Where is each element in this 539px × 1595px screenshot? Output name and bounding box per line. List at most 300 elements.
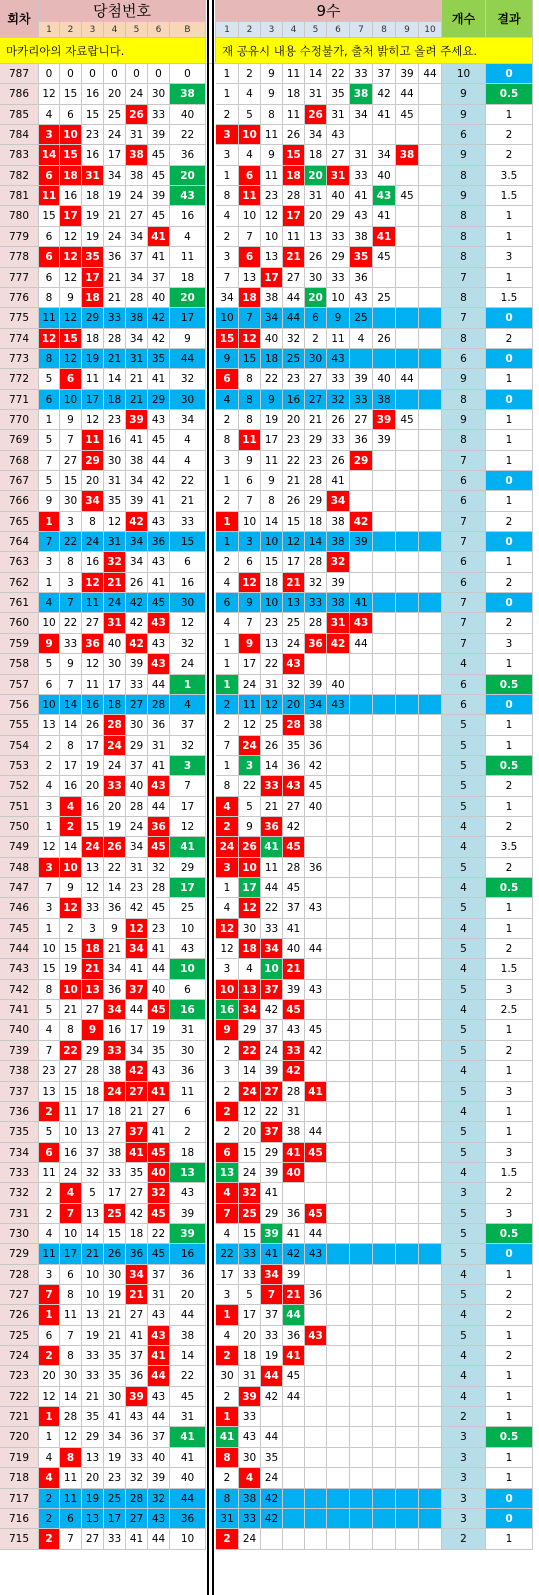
selected-number: 43 bbox=[305, 898, 327, 919]
bonus-number: 40 bbox=[170, 1468, 206, 1489]
selected-number: 3 bbox=[216, 247, 239, 268]
winning-number: 4 bbox=[39, 1020, 60, 1041]
result-value: 0.5 bbox=[486, 675, 533, 695]
selected-number: 1 bbox=[216, 471, 239, 491]
selected-number: 40 bbox=[305, 797, 327, 817]
winning-number: 11 bbox=[39, 308, 60, 329]
winning-number: 19 bbox=[82, 349, 104, 369]
winning-number: 36 bbox=[82, 634, 104, 654]
winning-number: 21 bbox=[104, 268, 126, 288]
count-value: 3 bbox=[442, 1448, 486, 1468]
selected-number bbox=[396, 1326, 419, 1346]
selected-number bbox=[283, 1489, 305, 1509]
selected-number: 18 bbox=[239, 939, 261, 959]
selected-number bbox=[419, 959, 442, 980]
count-value: 5 bbox=[442, 1285, 486, 1305]
selection-col-7: 7 bbox=[350, 22, 373, 38]
winning-number: 22 bbox=[60, 532, 82, 552]
winning-numbers-header: 당첨번호 bbox=[39, 0, 206, 22]
winning-number: 9 bbox=[60, 288, 82, 308]
count-value: 10 bbox=[442, 64, 486, 84]
winning-number: 38 bbox=[104, 1143, 126, 1163]
winning-number: 17 bbox=[82, 390, 104, 410]
selected-number: 33 bbox=[327, 268, 350, 288]
round-number: 756 bbox=[0, 695, 39, 715]
selected-number bbox=[396, 675, 419, 695]
round-number: 753 bbox=[0, 756, 39, 776]
winning-number: 8 bbox=[39, 980, 60, 1000]
selected-number: 41 bbox=[283, 1143, 305, 1163]
winning-number: 35 bbox=[148, 1041, 170, 1061]
winning-number: 23 bbox=[39, 1061, 60, 1082]
selected-number: 9 bbox=[239, 451, 261, 471]
winning-number: 44 bbox=[148, 1407, 170, 1427]
selected-number: 41 bbox=[261, 1244, 283, 1265]
result-value: 1 bbox=[486, 552, 533, 573]
count-value: 5 bbox=[442, 898, 486, 919]
selected-number: 17 bbox=[261, 430, 283, 451]
bonus-number: 10 bbox=[170, 919, 206, 939]
selection-col-2: 2 bbox=[239, 22, 261, 38]
winning-number: 21 bbox=[104, 288, 126, 308]
winning-number: 26 bbox=[126, 105, 148, 125]
count-value: 7 bbox=[442, 532, 486, 552]
bonus-number: 29 bbox=[170, 858, 206, 878]
selected-number bbox=[283, 1407, 305, 1427]
selected-number: 8 bbox=[239, 390, 261, 410]
winning-number: 2 bbox=[39, 1509, 60, 1529]
selected-number: 34 bbox=[305, 125, 327, 145]
bonus-number: 36 bbox=[170, 145, 206, 166]
winning-number: 24 bbox=[104, 756, 126, 776]
selected-number: 39 bbox=[261, 1163, 283, 1183]
selected-number: 19 bbox=[261, 410, 283, 430]
selected-number: 13 bbox=[261, 634, 283, 654]
round-number: 771 bbox=[0, 390, 39, 410]
selected-number: 21 bbox=[305, 410, 327, 430]
selected-number: 12 bbox=[216, 919, 239, 939]
winning-number: 2 bbox=[60, 817, 82, 837]
selected-number: 40 bbox=[261, 329, 283, 349]
selected-number bbox=[350, 1061, 373, 1082]
winning-number: 43 bbox=[148, 552, 170, 573]
selected-number: 44 bbox=[283, 288, 305, 308]
selected-number: 31 bbox=[305, 84, 327, 105]
winning-number: 41 bbox=[148, 491, 170, 512]
selected-number bbox=[327, 1346, 350, 1366]
selected-number bbox=[350, 1427, 373, 1448]
selected-number: 2 bbox=[216, 695, 239, 715]
bonus-number: 22 bbox=[170, 471, 206, 491]
selected-number: 43 bbox=[373, 186, 396, 206]
winning-number: 39 bbox=[126, 410, 148, 430]
selected-number: 42 bbox=[283, 1061, 305, 1082]
winning-number: 19 bbox=[60, 959, 82, 980]
selected-number: 44 bbox=[283, 1305, 305, 1326]
winning-number: 33 bbox=[82, 898, 104, 919]
winning-number: 42 bbox=[148, 308, 170, 329]
selected-number: 26 bbox=[327, 451, 350, 471]
result-value: 2 bbox=[486, 613, 533, 634]
selected-number bbox=[327, 837, 350, 858]
winning-number: 31 bbox=[126, 858, 148, 878]
selected-number: 15 bbox=[239, 1224, 261, 1244]
bonus-number: 21 bbox=[170, 491, 206, 512]
winning-number: 27 bbox=[126, 1305, 148, 1326]
count-value: 6 bbox=[442, 491, 486, 512]
selected-number bbox=[419, 451, 442, 471]
winning-number: 38 bbox=[104, 1061, 126, 1082]
round-number: 752 bbox=[0, 776, 39, 797]
bonus-number: 20 bbox=[170, 166, 206, 186]
selected-number bbox=[305, 1000, 327, 1020]
winning-number: 8 bbox=[60, 1448, 82, 1468]
count-value: 4 bbox=[442, 1000, 486, 1020]
selected-number bbox=[396, 1387, 419, 1407]
selected-number: 13 bbox=[305, 227, 327, 247]
winning-number: 44 bbox=[126, 1000, 148, 1020]
winning-number: 21 bbox=[104, 939, 126, 959]
selected-number bbox=[283, 1468, 305, 1489]
selected-number bbox=[419, 1163, 442, 1183]
winning-number: 27 bbox=[104, 1122, 126, 1143]
selected-number: 25 bbox=[261, 715, 283, 736]
winning-number: 39 bbox=[148, 125, 170, 145]
winning-number: 45 bbox=[148, 166, 170, 186]
selected-number bbox=[419, 186, 442, 206]
selected-number bbox=[396, 1407, 419, 1427]
winning-number: 44 bbox=[148, 797, 170, 817]
selected-number: 8 bbox=[239, 410, 261, 430]
selected-number: 44 bbox=[305, 1122, 327, 1143]
winning-number: 15 bbox=[60, 145, 82, 166]
result-value: 1 bbox=[486, 1122, 533, 1143]
winning-number: 7 bbox=[39, 1285, 60, 1305]
selected-number: 13 bbox=[239, 268, 261, 288]
winning-number: 33 bbox=[104, 1041, 126, 1061]
count-value: 2 bbox=[442, 1407, 486, 1427]
winning-number: 33 bbox=[82, 1346, 104, 1366]
count-value: 8 bbox=[442, 166, 486, 186]
selected-number bbox=[396, 898, 419, 919]
winning-number: 1 bbox=[39, 1305, 60, 1326]
round-number: 742 bbox=[0, 980, 39, 1000]
selected-number bbox=[327, 1265, 350, 1285]
selected-number: 39 bbox=[261, 1061, 283, 1082]
selected-number: 3 bbox=[216, 858, 239, 878]
selected-number: 27 bbox=[283, 268, 305, 288]
selected-number: 28 bbox=[305, 613, 327, 634]
winning-number: 9 bbox=[104, 919, 126, 939]
winning-number: 15 bbox=[82, 105, 104, 125]
winning-number: 7 bbox=[60, 1529, 82, 1550]
selected-number: 21 bbox=[283, 959, 305, 980]
winning-number: 42 bbox=[126, 1204, 148, 1224]
selected-number: 31 bbox=[327, 105, 350, 125]
selected-number bbox=[396, 1102, 419, 1122]
selected-number: 43 bbox=[327, 349, 350, 369]
selected-number: 26 bbox=[239, 837, 261, 858]
winning-number: 7 bbox=[60, 675, 82, 695]
selected-number: 19 bbox=[261, 1346, 283, 1366]
winning-number: 11 bbox=[39, 1163, 60, 1183]
winning-number: 19 bbox=[82, 206, 104, 227]
selected-number bbox=[373, 1183, 396, 1204]
bonus-number: 20 bbox=[170, 1285, 206, 1305]
selected-number: 1 bbox=[216, 1305, 239, 1326]
selected-number: 1 bbox=[216, 166, 239, 186]
winning-number: 35 bbox=[126, 1163, 148, 1183]
winning-col-4: 4 bbox=[104, 22, 126, 38]
winning-number: 8 bbox=[60, 736, 82, 756]
round-number: 745 bbox=[0, 919, 39, 939]
selected-number: 10 bbox=[216, 980, 239, 1000]
selected-number: 38 bbox=[327, 593, 350, 613]
winning-number: 35 bbox=[82, 247, 104, 268]
winning-number: 31 bbox=[148, 736, 170, 756]
winning-number: 39 bbox=[126, 654, 148, 675]
selected-number bbox=[419, 593, 442, 613]
winning-number: 20 bbox=[82, 1468, 104, 1489]
winning-number: 34 bbox=[126, 552, 148, 573]
selected-number: 2 bbox=[216, 817, 239, 837]
selected-number: 12 bbox=[239, 715, 261, 736]
selected-number: 43 bbox=[305, 1326, 327, 1346]
count-value: 3 bbox=[442, 1427, 486, 1448]
result-value: 2 bbox=[486, 817, 533, 837]
selected-number bbox=[419, 329, 442, 349]
selected-number: 4 bbox=[216, 1224, 239, 1244]
bonus-number: 25 bbox=[170, 898, 206, 919]
selected-number bbox=[396, 593, 419, 613]
winning-number: 17 bbox=[82, 268, 104, 288]
selected-number bbox=[305, 878, 327, 898]
selected-number bbox=[373, 1102, 396, 1122]
selected-number: 10 bbox=[239, 206, 261, 227]
selected-number: 23 bbox=[283, 369, 305, 390]
selected-number: 33 bbox=[239, 1244, 261, 1265]
winning-number: 23 bbox=[148, 919, 170, 939]
selected-number bbox=[327, 1020, 350, 1041]
selected-number: 15 bbox=[283, 512, 305, 532]
bonus-number: 10 bbox=[170, 1529, 206, 1550]
round-number: 737 bbox=[0, 1082, 39, 1102]
selected-number: 22 bbox=[327, 64, 350, 84]
selected-number: 29 bbox=[350, 451, 373, 471]
selected-number: 34 bbox=[239, 1000, 261, 1020]
round-number: 744 bbox=[0, 939, 39, 959]
selected-number bbox=[350, 1244, 373, 1265]
selected-number bbox=[419, 1204, 442, 1224]
winning-number: 17 bbox=[60, 756, 82, 776]
result-value: 1 bbox=[486, 797, 533, 817]
selected-number: 16 bbox=[283, 390, 305, 410]
selected-number bbox=[419, 1082, 442, 1102]
selected-number bbox=[350, 817, 373, 837]
selected-number bbox=[327, 1326, 350, 1346]
selected-number bbox=[419, 1244, 442, 1265]
selected-number: 33 bbox=[350, 166, 373, 186]
selected-number: 44 bbox=[350, 634, 373, 654]
winning-number: 21 bbox=[82, 959, 104, 980]
selected-number bbox=[419, 247, 442, 268]
bonus-number: 41 bbox=[170, 1448, 206, 1468]
winning-number: 23 bbox=[126, 878, 148, 898]
winning-number: 34 bbox=[126, 227, 148, 247]
winning-number: 41 bbox=[126, 959, 148, 980]
winning-number: 45 bbox=[148, 145, 170, 166]
count-header: 개수 bbox=[442, 0, 486, 38]
winning-number: 12 bbox=[39, 1387, 60, 1407]
selected-number: 29 bbox=[327, 206, 350, 227]
result-value: 0 bbox=[486, 1509, 533, 1529]
selected-number: 9 bbox=[239, 634, 261, 654]
winning-number: 27 bbox=[126, 1082, 148, 1102]
selected-number: 24 bbox=[239, 1082, 261, 1102]
selected-number: 8 bbox=[216, 1448, 239, 1468]
winning-number: 41 bbox=[148, 1082, 170, 1102]
selected-number bbox=[305, 1163, 327, 1183]
result-value: 1.5 bbox=[486, 186, 533, 206]
winning-number: 40 bbox=[148, 1163, 170, 1183]
winning-number: 42 bbox=[148, 329, 170, 349]
winning-number: 21 bbox=[104, 1326, 126, 1346]
winning-number: 7 bbox=[39, 878, 60, 898]
selected-number bbox=[350, 675, 373, 695]
selected-number bbox=[419, 1143, 442, 1163]
selected-number: 3 bbox=[216, 145, 239, 166]
result-value: 2 bbox=[486, 1305, 533, 1326]
winning-number: 2 bbox=[39, 1346, 60, 1366]
winning-number: 12 bbox=[82, 573, 104, 593]
winning-number: 15 bbox=[82, 817, 104, 837]
count-value: 6 bbox=[442, 471, 486, 491]
selected-number bbox=[350, 125, 373, 145]
selected-number bbox=[396, 1427, 419, 1448]
winning-number: 37 bbox=[126, 1122, 148, 1143]
selected-number bbox=[396, 247, 419, 268]
selected-number bbox=[373, 1224, 396, 1244]
winning-number: 5 bbox=[39, 369, 60, 390]
winning-number: 21 bbox=[126, 1285, 148, 1305]
selected-number bbox=[327, 654, 350, 675]
selected-number: 45 bbox=[283, 837, 305, 858]
selected-number: 29 bbox=[327, 247, 350, 268]
result-value: 3 bbox=[486, 247, 533, 268]
count-value: 9 bbox=[442, 186, 486, 206]
selected-number bbox=[373, 675, 396, 695]
selected-number: 40 bbox=[283, 939, 305, 959]
selected-number: 38 bbox=[327, 512, 350, 532]
round-number: 730 bbox=[0, 1224, 39, 1244]
selected-number: 1 bbox=[216, 675, 239, 695]
selected-number: 6 bbox=[239, 552, 261, 573]
winning-number: 28 bbox=[82, 1061, 104, 1082]
winning-number: 39 bbox=[126, 1387, 148, 1407]
result-value: 1.5 bbox=[486, 959, 533, 980]
selected-number bbox=[396, 1143, 419, 1163]
selected-number: 13 bbox=[239, 980, 261, 1000]
winning-number: 26 bbox=[104, 1244, 126, 1265]
notice-left: 마카리아의 자료랍니다. bbox=[0, 38, 206, 64]
selected-number bbox=[419, 1265, 442, 1285]
selected-number: 42 bbox=[305, 756, 327, 776]
selected-number bbox=[350, 939, 373, 959]
selected-number: 8 bbox=[261, 105, 283, 125]
selected-number: 42 bbox=[350, 512, 373, 532]
result-value: 1 bbox=[486, 227, 533, 247]
winning-number: 5 bbox=[39, 1122, 60, 1143]
winning-number: 15 bbox=[60, 1082, 82, 1102]
winning-number: 15 bbox=[60, 84, 82, 105]
bonus-number: 17 bbox=[170, 308, 206, 329]
selected-number: 4 bbox=[239, 959, 261, 980]
bonus-number: 10 bbox=[170, 959, 206, 980]
winning-col-2: 2 bbox=[60, 22, 82, 38]
selected-number: 43 bbox=[305, 1244, 327, 1265]
selected-number: 4 bbox=[216, 1183, 239, 1204]
winning-number: 42 bbox=[126, 634, 148, 654]
selected-number bbox=[396, 471, 419, 491]
winning-number: 10 bbox=[60, 1224, 82, 1244]
winning-number: 6 bbox=[39, 166, 60, 186]
bonus-number: 24 bbox=[170, 654, 206, 675]
round-number: 734 bbox=[0, 1143, 39, 1163]
winning-number: 31 bbox=[104, 471, 126, 491]
round-number: 781 bbox=[0, 186, 39, 206]
selected-number bbox=[419, 308, 442, 329]
selection-col-4: 4 bbox=[283, 22, 305, 38]
selected-number bbox=[350, 552, 373, 573]
selected-number: 45 bbox=[305, 776, 327, 797]
selected-number bbox=[396, 1305, 419, 1326]
selected-number bbox=[350, 1468, 373, 1489]
winning-number: 33 bbox=[82, 1366, 104, 1387]
selected-number bbox=[327, 980, 350, 1000]
count-value: 5 bbox=[442, 858, 486, 878]
result-value: 1 bbox=[486, 654, 533, 675]
round-number: 770 bbox=[0, 410, 39, 430]
selected-number: 31 bbox=[283, 1102, 305, 1122]
selected-number: 24 bbox=[283, 634, 305, 654]
selected-number bbox=[419, 675, 442, 695]
result-value: 1 bbox=[486, 268, 533, 288]
selected-number: 42 bbox=[261, 1489, 283, 1509]
winning-number: 2 bbox=[39, 1102, 60, 1122]
bonus-number: 6 bbox=[170, 980, 206, 1000]
bonus-number: 4 bbox=[170, 430, 206, 451]
winning-number: 33 bbox=[104, 776, 126, 797]
selected-number: 12 bbox=[283, 532, 305, 552]
count-value: 8 bbox=[442, 206, 486, 227]
winning-number: 9 bbox=[60, 410, 82, 430]
winning-number: 12 bbox=[39, 84, 60, 105]
selected-number: 2 bbox=[216, 410, 239, 430]
selected-number bbox=[350, 573, 373, 593]
selected-number: 31 bbox=[239, 1366, 261, 1387]
winning-number: 18 bbox=[60, 166, 82, 186]
selected-number bbox=[350, 1448, 373, 1468]
winning-number: 3 bbox=[39, 858, 60, 878]
winning-number: 11 bbox=[60, 1489, 82, 1509]
selected-number bbox=[419, 817, 442, 837]
selected-number bbox=[350, 878, 373, 898]
selected-number: 31 bbox=[261, 675, 283, 695]
selected-number bbox=[396, 919, 419, 939]
selected-number bbox=[350, 1366, 373, 1387]
round-number: 735 bbox=[0, 1122, 39, 1143]
selected-number bbox=[396, 573, 419, 593]
